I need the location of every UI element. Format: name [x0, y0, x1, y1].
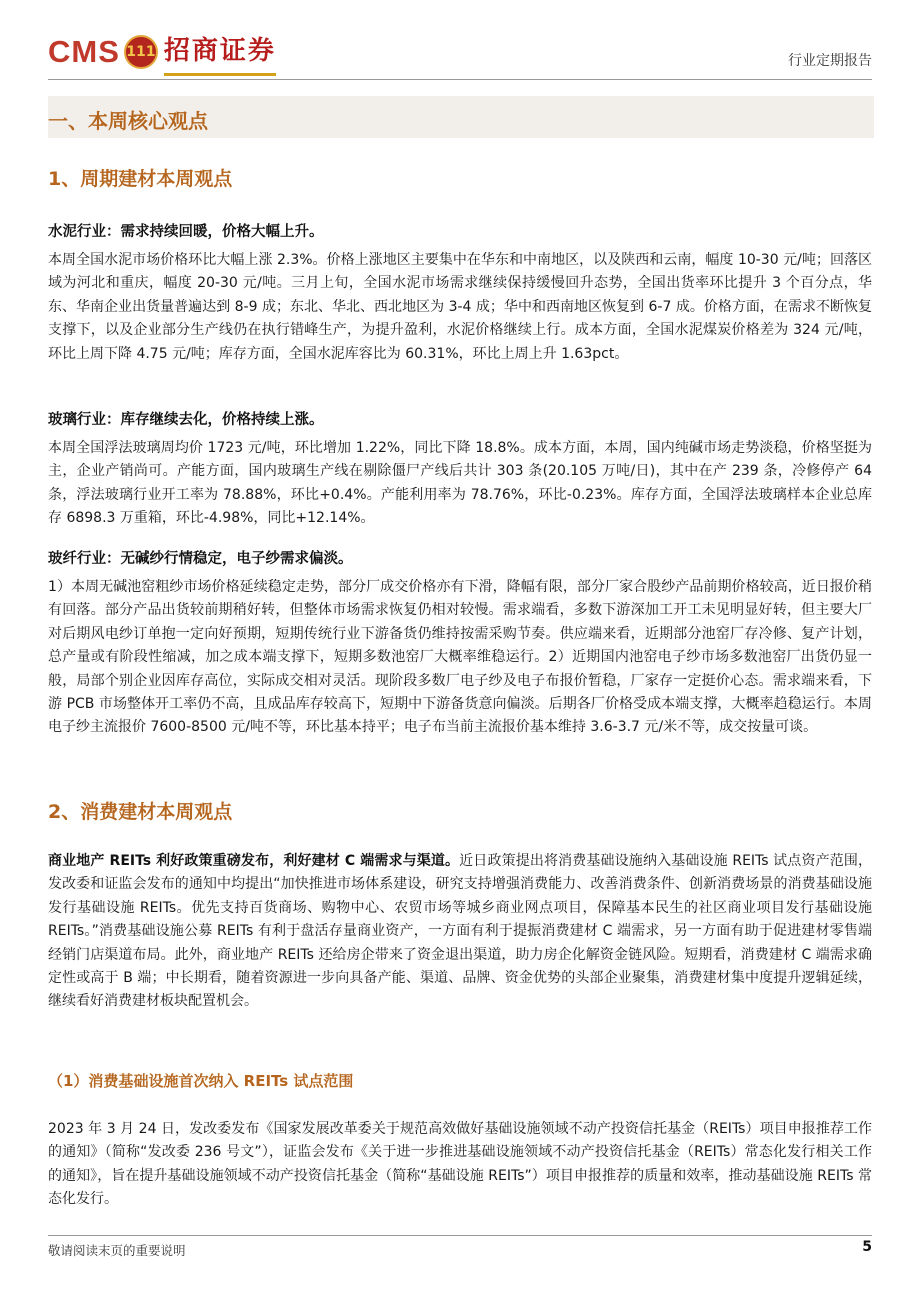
reits-paragraph: 2023 年 3 月 24 日，发改委发布《国家发展改革委关于规范高效做好基础设施领域不动产投资信托基金（REITs）项目申报推荐工作的通知》（简称“发改委 236 号文”），证监会发布《关于进一步推进基础设施领域不动产投资信托基金（REITs）常态化发行相关工作的通知》，旨在提升基础设施领域不动产投资信托基金（简称“基础设施 REITs”）项目申报推荐的质量和效率，推动基础设施 REITs 常态化发行。	[48, 1121, 872, 1208]
page-header	[48, 28, 872, 74]
logo-chinese-name: 招商证券	[164, 29, 276, 76]
cement-paragraph: 本周全国水泥市场价格环比大幅上涨 2.3%。价格上涨地区主要集中在华东和中南地区，以及陕西和云南，幅度 10-30 元/吨；回落区域为河北和重庆，幅度 20-30 元/吨。三月上旬，全国水泥市场需求继续保持缓慢回升态势，全国出货率环比提升 3 个百分点，华东、华南企业出货量普遍达到 8-9 成；东北、华北、西北地区为 3-4 成；华中和西南地区恢复到 6-7 成。价格方面，在需求不断恢复支撑下，以及企业部分生产线仍在执行错峰生产，为提升盈利，水泥价格继续上行。成本方面，全国水泥煤炭价格差为 324 元/吨，环比上周下降 4.75 元/吨；库存方面，全国水泥库容比为 60.31%，环比上周上升 1.63pct。	[48, 252, 872, 362]
cement-topic: 水泥行业：需求持续回暖，价格大幅上升。	[48, 224, 324, 240]
report-type-label: 行业定期报告	[788, 53, 872, 69]
logo-badge-icon: 111	[124, 35, 158, 69]
header-divider	[48, 79, 872, 80]
glass-topic: 玻璃行业：库存继续去化，价格持续上涨。	[48, 412, 324, 428]
subsection-title-cyclical: 1、周期建材本周观点	[48, 168, 233, 190]
consumer-body: 近日政策提出将消费基础设施纳入基础设施 REITs 试点资产范围，发改委和证监会发布的通知中均提出“加快推进市场体系建设，研究支持增强消费能力、改善消费条件、创新消费场景的消费基础设施发行基础设施 REITs。优先支持百货商场、购物中心、农贸市场等城乡商业网点项目，保障基本民生的社区商业项目发行基础设施 REITs。”消费基础设施公募 REITs 有利于盘活存量商业资产，一方面有利于提振消费建材 C 端需求，另一方面有助于促进建材零售端经销门店渠道布局。此外，商业地产 REITs 还给房企带来了资金退出渠道，助力房企化解资金链风险。短期看，消费建材 C 端需求确定性或高于 B 端；中长期看，随着资源进一步向具备产能、渠道、品牌、资金优势的头部企业聚集，消费建材集中度提升逻辑延续，继续看好消费建材板块配置机会。	[48, 853, 872, 1010]
reits-subsection-title: （1）消费基础设施首次纳入 REITs 试点范围	[48, 1072, 354, 1090]
page-number: 5	[862, 1239, 872, 1255]
fiberglass-paragraph: 1）本周无碱池窑粗纱市场价格延续稳定走势，部分厂成交价格亦有下滑，降幅有限，部分厂家合股纱产品前期价格较高，近日报价稍有回落。部分产品出货较前期稍好转，但整体市场需求恢复仍相对较慢。需求端看，多数下游深加工开工未见明显好转，但主要大厂对后期风电纱订单抱一定向好预期，短期传统行业下游备货仍维持按需采购节奏。供应端来看，近期部分池窑厂存冷修、复产计划，总产量或有阶段性缩减，加之成本端支撑下，短期多数池窑厂大概率维稳运行。2）近期国内池窑电子纱市场多数池窑厂出货仍显一般，局部个别企业因库存高位，实际成交相对灵活。现阶段多数厂电子纱及电子布报价暂稳，厂家存一定挺价心态。需求端来看，下游 PCB 市场整体开工率仍不高，且成品库存较高下，短期中下游备货意向偏淡。后期各厂价格受成本端支撑，大概率趋稳运行。本周电子纱主流报价 7600-8500 元/吨不等，环比基本持平；电子布当前主流报价基本维持 3.6-3.7 元/米不等，成交按量可谈。	[48, 579, 872, 736]
consumer-topic: 商业地产 REITs 利好政策重磅发布，利好建材 C 端需求与渠道。	[48, 853, 460, 869]
footer-disclaimer-note: 敬请阅读末页的重要说明	[48, 1243, 186, 1258]
subsection-title-consumer: 2、消费建材本周观点	[48, 801, 233, 823]
footer-divider	[48, 1235, 872, 1236]
section-title: 一、本周核心观点	[48, 109, 208, 133]
section-band	[48, 96, 874, 138]
logo-latin: CMS	[48, 34, 120, 69]
glass-paragraph: 本周全国浮法玻璃周均价 1723 元/吨，环比增加 1.22%，同比下降 18.8%。成本方面，本周，国内纯碱市场走势淡稳，价格坚挺为主，企业产销尚可。产能方面，国内玻璃生产线在剔除僵尸产线后共计 303 条(20.105 万吨/日)，其中在产 239 条，冷修停产 64 条，浮法玻璃行业开工率为 78.88%，环比+0.4%。产能利用率为 78.76%，环比-0.23%。库存方面，全国浮法玻璃样本企业总库存 6898.3 万重箱，环比-4.98%，同比+12.14%。	[48, 440, 872, 527]
fiberglass-topic: 玻纤行业：无碱纱行情稳定，电子纱需求偏淡。	[48, 551, 353, 567]
cms-logo	[48, 30, 276, 74]
consumer-paragraph	[48, 850, 872, 1014]
